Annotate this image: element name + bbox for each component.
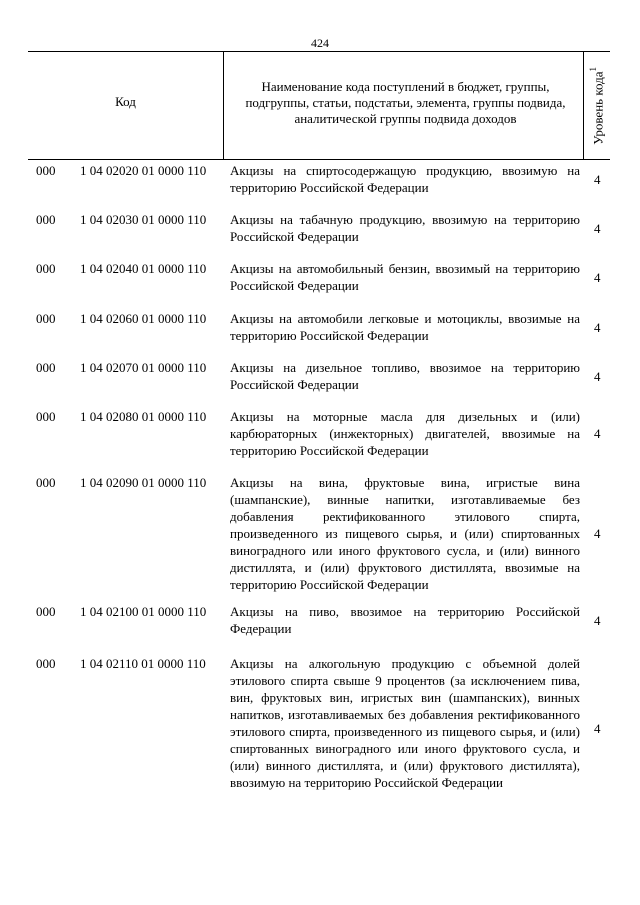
- code-level: 4: [594, 270, 601, 285]
- income-name: Акцизы на моторные масла для дизельных и (или) карбюраторных (инжекторных) двигателей, ввозимые на территорию Российской Федерации: [230, 409, 580, 458]
- income-code: 1 04 02080 01 0000 110: [80, 409, 207, 424]
- admin-code: 000: [36, 311, 56, 326]
- code-level: 4: [594, 172, 601, 187]
- admin-code: 000: [36, 360, 56, 375]
- code-level: 4: [594, 613, 601, 628]
- income-code: 1 04 02060 01 0000 110: [80, 311, 207, 326]
- header-level-label: Уровень кода: [590, 71, 606, 145]
- income-name: Акцизы на вина, фруктовые вина, игристые вина (шампанские), винные напитки, изготавливаемые без добавления ректификованного этилового спирта, произведенного из пищевого сырья, и (или) спиртованных виноградного или иного фруктового сусла, и (или) винного дистиллята, и (или) фруктового дистиллята, ввозимые на территорию Российской Федерации: [230, 475, 580, 592]
- income-code: 1 04 02100 01 0000 110: [80, 604, 207, 619]
- admin-code: 000: [36, 212, 56, 227]
- income-code: 1 04 02020 01 0000 110: [80, 163, 207, 178]
- admin-code: 000: [36, 475, 56, 490]
- income-code: 1 04 02070 01 0000 110: [80, 360, 207, 375]
- code-level: 4: [594, 221, 601, 236]
- admin-code: 000: [36, 604, 56, 619]
- income-name: Акцизы на алкогольную продукцию с объемной долей этилового спирта свыше 9 процентов (за исключением пива, вин, фруктовых вин, игристых вин (шампанских), винных напитков, изготавливаемых без добавления ректификованного этилового спирта, произведенного из пищевого сырья, и (или) спиртованных виноградного или иного фруктового сусла, и (или) винного дистиллята, и (или) фруктового дистиллята), ввозимую на территорию Российской Федерации: [230, 656, 580, 790]
- income-name: Акцизы на автомобильный бензин, ввозимый на территорию Российской Федерации: [230, 261, 580, 293]
- admin-code: 000: [36, 409, 56, 424]
- header-code: Код: [115, 94, 136, 109]
- income-name: Акцизы на табачную продукцию, ввозимую на территорию Российской Федерации: [230, 212, 580, 244]
- income-code: 1 04 02040 01 0000 110: [80, 261, 207, 276]
- header-name: Наименование кода поступлений в бюджет, группы, подгруппы, статьи, подстатьи, элемента, группы подвида, аналитической группы подвида доходов: [245, 79, 566, 126]
- income-code: 1 04 02030 01 0000 110: [80, 212, 207, 227]
- code-level: 4: [594, 369, 601, 384]
- code-level: 4: [594, 526, 601, 541]
- income-name: Акцизы на спиртосодержащую продукцию, ввозимую на территорию Российской Федерации: [230, 163, 580, 195]
- admin-code: 000: [36, 261, 56, 276]
- code-level: 4: [594, 426, 601, 441]
- income-name: Акцизы на дизельное топливо, ввозимое на территорию Российской Федерации: [230, 360, 580, 392]
- income-name: Акцизы на пиво, ввозимое на территорию Российской Федерации: [230, 604, 580, 636]
- admin-code: 000: [36, 163, 56, 178]
- code-level: 4: [594, 721, 601, 736]
- admin-code: 000: [36, 656, 56, 671]
- income-code: 1 04 02090 01 0000 110: [80, 475, 207, 490]
- page-number: 424: [311, 36, 329, 50]
- code-level: 4: [594, 320, 601, 335]
- income-name: Акцизы на автомобили легковые и мотоциклы, ввозимые на территорию Российской Федерации: [230, 311, 580, 343]
- header-level-footnote: 1: [588, 66, 599, 72]
- income-code: 1 04 02110 01 0000 110: [80, 656, 206, 671]
